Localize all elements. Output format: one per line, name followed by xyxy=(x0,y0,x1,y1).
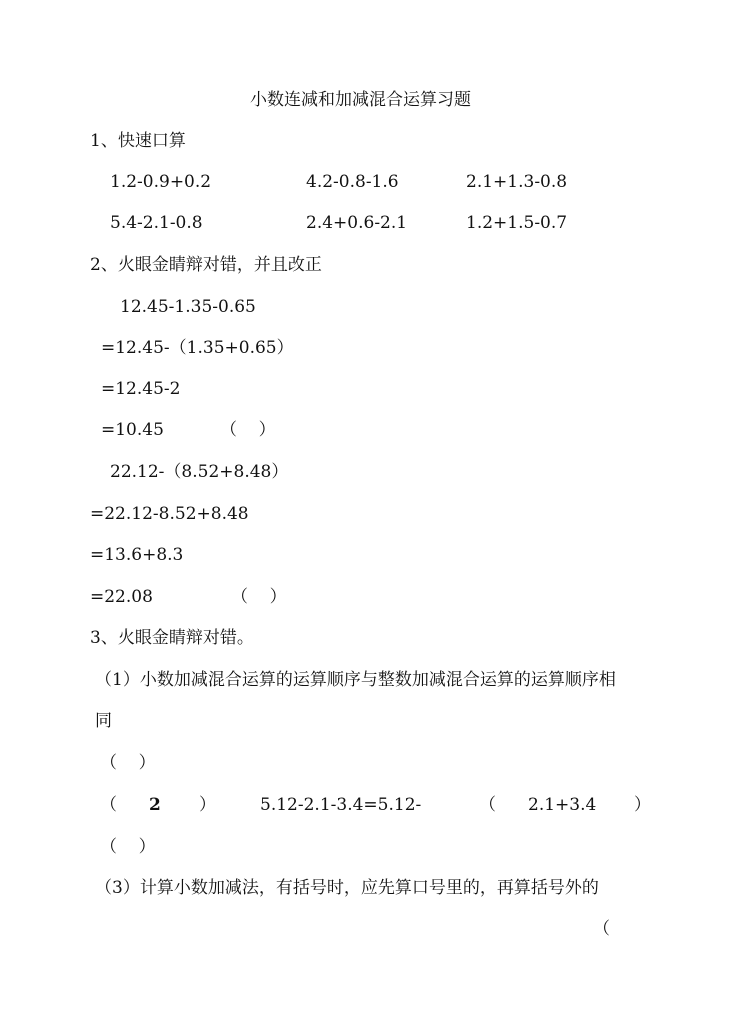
page-title: 小数连减和加减混合运算习题 xyxy=(250,90,471,110)
calc-1-2: 4.2-0.8-1.6 xyxy=(306,172,399,192)
item2-expression-2: 2.1+3.4 xyxy=(528,795,597,815)
section1-heading: 1、快速口算 xyxy=(90,131,186,151)
answer-paren: （ ） xyxy=(100,753,156,773)
problem2-line: =13.6+8.3 xyxy=(90,545,184,565)
answer-paren: （ ） xyxy=(220,420,276,440)
calc-1-1: 1.2-0.9+0.2 xyxy=(110,172,212,192)
section3-heading: 3、火眼金睛辩对错。 xyxy=(90,628,254,648)
item2-open-paren-2: （ xyxy=(479,795,496,815)
problem1-line: 12.45-1.35-0.65 xyxy=(120,297,256,317)
item1-text: （1）小数加减混合运算的运算顺序与整数加减混合运算的运算顺序相 xyxy=(95,670,616,690)
calc-2-1: 5.4-2.1-0.8 xyxy=(110,213,203,233)
problem2-line: 22.12-（8.52+8.48） xyxy=(110,462,289,482)
item2-expression: 5.12-2.1-3.4=5.12- xyxy=(260,795,422,815)
problem1-line: =12.45-（1.35+0.65） xyxy=(101,338,294,358)
item2-close-paren-2: ） xyxy=(634,795,651,815)
item2-number: 2 xyxy=(149,795,161,815)
section2-heading: 2、火眼金睛辩对错，并且改正 xyxy=(90,255,322,275)
item3-text: （3）计算小数加减法，有括号时，应先算口号里的，再算括号外的 xyxy=(95,878,599,898)
item2-close-paren: ） xyxy=(199,795,216,815)
problem2-line: =22.08 xyxy=(90,587,153,607)
calc-2-2: 2.4+0.6-2.1 xyxy=(306,213,408,233)
problem1-line: =10.45 xyxy=(101,420,164,440)
calc-1-3: 2.1+1.3-0.8 xyxy=(466,172,568,192)
answer-paren: （ ） xyxy=(231,587,287,607)
calc-2-3: 1.2+1.5-0.7 xyxy=(466,213,568,233)
item2-open-paren: （ xyxy=(100,795,117,815)
problem2-line: =22.12-8.52+8.48 xyxy=(90,504,249,524)
answer-paren: （ ） xyxy=(100,837,156,857)
trailing-paren: （ xyxy=(593,919,610,939)
item1-text: 同 xyxy=(95,711,112,731)
problem1-line: =12.45-2 xyxy=(101,379,181,399)
